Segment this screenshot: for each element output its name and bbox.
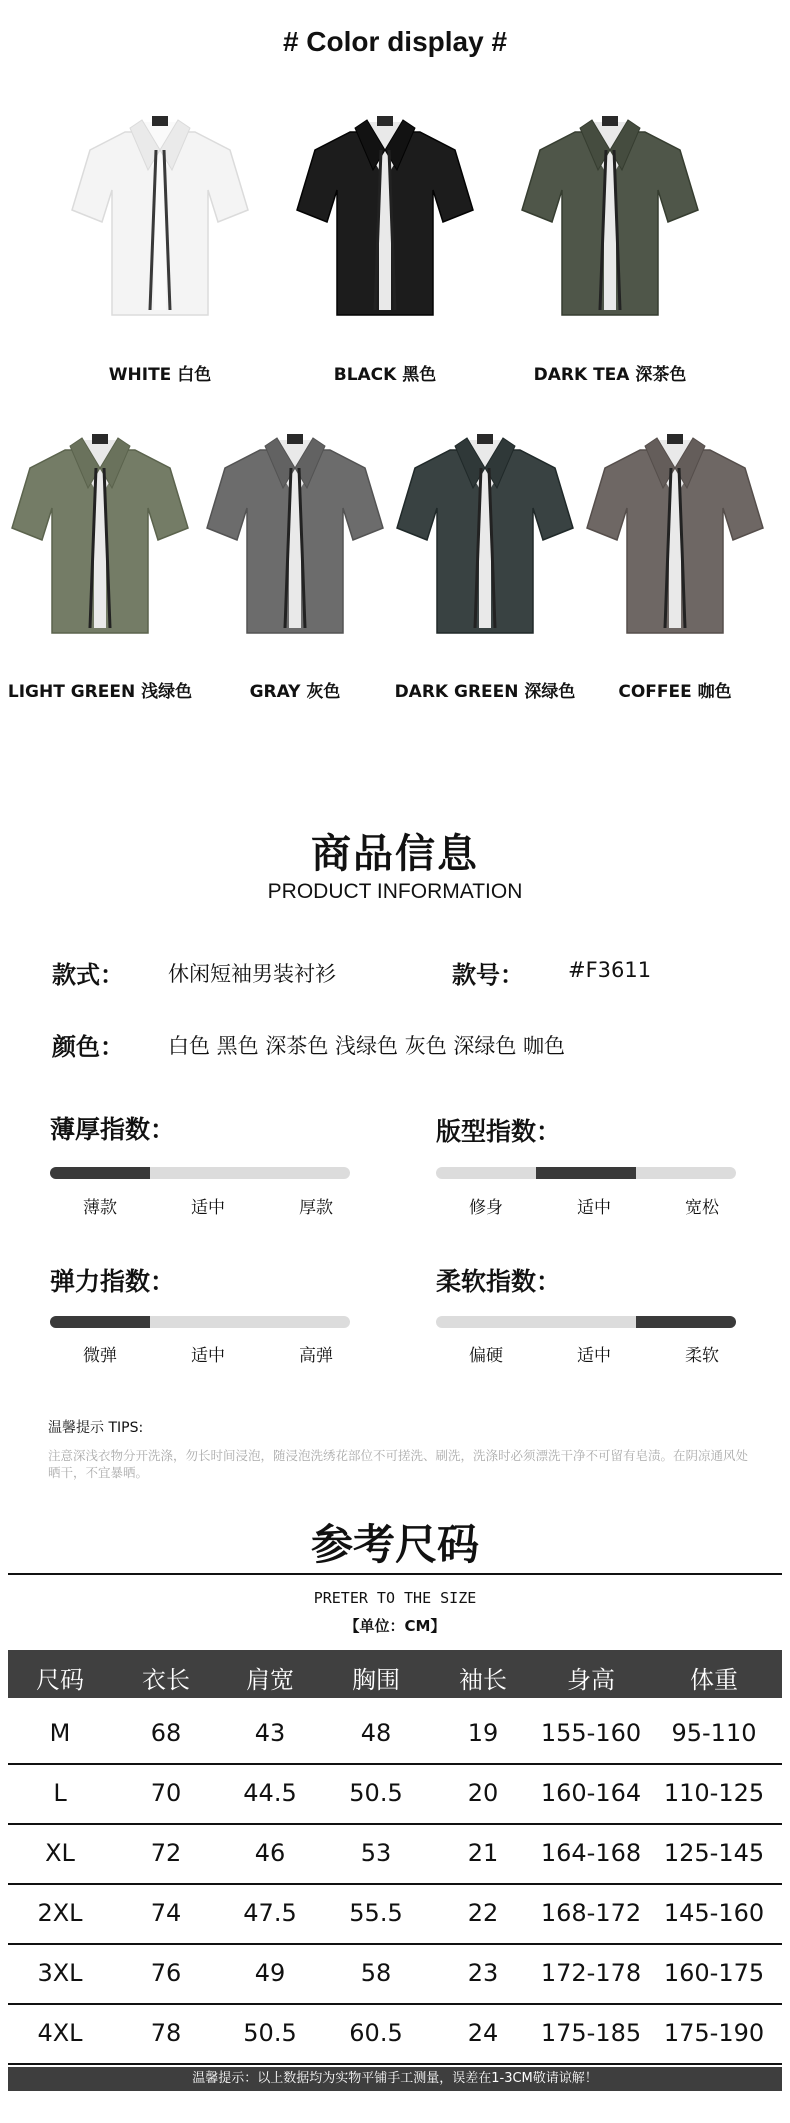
size-chart-unit: 【单位：CM】 — [344, 1617, 446, 1635]
index-bar — [436, 1167, 736, 1179]
table-cell: 155-160 — [540, 1719, 642, 1747]
color-label: DARK GREEN 深绿色 — [394, 682, 576, 702]
table-cell: 78 — [150, 2019, 182, 2047]
table-cell: 172-178 — [540, 1959, 642, 1987]
index-option-label: 微弹 — [83, 1346, 117, 1366]
color-label: DARK TEA 深茶色 — [533, 365, 687, 385]
color-value: 白色 黑色 深茶色 浅绿色 灰色 深绿色 咖色 — [168, 1034, 566, 1058]
table-cell: 168-172 — [540, 1899, 642, 1927]
table-cell: 48 — [360, 1719, 392, 1747]
table-row — [8, 1823, 782, 1885]
table-cell: 3XL — [37, 1959, 83, 1987]
table-cell: 22 — [467, 1899, 499, 1927]
index-bar-fill — [536, 1167, 636, 1179]
table-cell: 47.5 — [243, 1899, 297, 1927]
index-option-label: 适中 — [577, 1198, 611, 1218]
index-bar-fill — [50, 1167, 150, 1179]
table-cell: 43 — [254, 1719, 286, 1747]
table-cell: 58 — [360, 1959, 392, 1987]
index-bar-fill — [50, 1316, 150, 1328]
shirt-image — [520, 110, 700, 330]
shirt-image — [585, 428, 765, 648]
color-label: GRAY 灰色 — [249, 682, 341, 702]
table-cell: 145-160 — [663, 1899, 765, 1927]
index-option-label: 偏硬 — [469, 1346, 503, 1366]
size-table-header-cell: 袖长 — [459, 1666, 507, 1694]
color-label: WHITE 白色 — [108, 365, 212, 385]
index-option-label: 适中 — [191, 1198, 225, 1218]
table-cell: 20 — [467, 1779, 499, 1807]
index-option-label: 宽松 — [685, 1198, 719, 1218]
size-table-header-cell: 胸围 — [352, 1666, 400, 1694]
shirt-image — [295, 110, 475, 330]
size-chart-footer: 温馨提示：以上数据均为实物平铺手工测量，误差在1-3CM敬请谅解！ — [8, 2067, 782, 2091]
size-chart-divider — [8, 1573, 782, 1575]
size-table-header — [8, 1650, 782, 1698]
size-table-header-cell: 肩宽 — [246, 1666, 294, 1694]
size-table-header-cell: 衣长 — [142, 1666, 190, 1694]
index-option-label: 柔软 — [685, 1346, 719, 1366]
table-row — [8, 1883, 782, 1945]
table-cell: 68 — [150, 1719, 182, 1747]
size-table-header-cell: 体重 — [690, 1666, 738, 1694]
style-value: 休闲短袖男装衬衫 — [168, 962, 336, 986]
index-bar-fill — [636, 1316, 736, 1328]
table-cell: 76 — [150, 1959, 182, 1987]
size-table-header-cell: 尺码 — [36, 1666, 84, 1694]
table-cell: 4XL — [37, 2019, 83, 2047]
table-cell: 46 — [254, 1839, 286, 1867]
tips-text: 注意深浅衣物分开洗涤，勿长时间浸泡，随浸泡洗绣花部位不可搓洗、刷洗，洗涤时必须漂洗干净不可留有皂渍。在阴凉通风处晒干，不宜暴晒。 — [48, 1448, 749, 1480]
shirt-image — [395, 428, 575, 648]
color-label: LIGHT GREEN 浅绿色 — [7, 682, 193, 702]
table-cell: 160-175 — [663, 1959, 765, 1987]
table-row — [8, 1763, 782, 1825]
index-title: 柔软指数： — [436, 1267, 562, 1296]
color-label: 颜色： — [52, 1033, 124, 1061]
shirt-image — [10, 428, 190, 648]
table-cell: 2XL — [37, 1899, 83, 1927]
size-table-header-cell: 身高 — [567, 1666, 615, 1694]
index-title: 版型指数： — [436, 1117, 562, 1146]
shirt-image — [70, 110, 250, 330]
table-cell: 21 — [467, 1839, 499, 1867]
size-chart-title: 参考尺码 — [310, 1520, 479, 1569]
table-cell: 23 — [467, 1959, 499, 1987]
table-cell: 19 — [467, 1719, 499, 1747]
number-value: #F3611 — [568, 958, 652, 982]
table-cell: 50.5 — [349, 1779, 403, 1807]
index-title: 薄厚指数： — [50, 1115, 176, 1144]
table-cell: 55.5 — [349, 1899, 403, 1927]
index-option-label: 适中 — [191, 1346, 225, 1366]
index-option-label: 适中 — [577, 1346, 611, 1366]
table-cell: 160-164 — [540, 1779, 642, 1807]
index-title: 弹力指数： — [50, 1267, 176, 1296]
size-chart-subtitle: PRETER TO THE SIZE — [313, 1589, 477, 1607]
table-cell: 50.5 — [243, 2019, 297, 2047]
index-option-label: 高弹 — [299, 1346, 333, 1366]
index-option-label: 厚款 — [299, 1198, 333, 1218]
table-cell: XL — [45, 1839, 75, 1867]
table-row — [8, 2003, 782, 2065]
product-info-title: 商品信息 — [311, 831, 479, 877]
table-row — [8, 1943, 782, 2005]
index-bar — [50, 1316, 350, 1328]
color-label: COFFEE 咖色 — [618, 682, 732, 702]
number-label: 款号： — [452, 961, 524, 989]
table-cell: 74 — [150, 1899, 182, 1927]
table-cell: 53 — [360, 1839, 392, 1867]
tips-heading: 温馨提示 TIPS: — [48, 1420, 144, 1436]
table-cell: 49 — [254, 1959, 286, 1987]
index-option-label: 薄款 — [83, 1198, 117, 1218]
table-cell: L — [53, 1779, 67, 1807]
index-option-label: 修身 — [469, 1198, 503, 1218]
table-cell: 44.5 — [243, 1779, 297, 1807]
table-cell: 164-168 — [540, 1839, 642, 1867]
table-cell: 95-110 — [671, 1719, 757, 1747]
table-row — [8, 1703, 782, 1765]
style-label: 款式： — [52, 961, 124, 989]
table-cell: M — [49, 1719, 71, 1747]
table-cell: 24 — [467, 2019, 499, 2047]
color-label: BLACK 黑色 — [333, 365, 437, 385]
product-info-subtitle: PRODUCT INFORMATION — [267, 880, 523, 903]
index-bar — [436, 1316, 736, 1328]
table-cell: 72 — [150, 1839, 182, 1867]
index-bar — [50, 1167, 350, 1179]
table-cell: 125-145 — [663, 1839, 765, 1867]
shirt-image — [205, 428, 385, 648]
table-cell: 175-185 — [540, 2019, 642, 2047]
table-cell: 110-125 — [663, 1779, 765, 1807]
table-cell: 70 — [150, 1779, 182, 1807]
table-cell: 175-190 — [663, 2019, 765, 2047]
color-display-title: # Color display # — [282, 26, 508, 57]
table-cell: 60.5 — [349, 2019, 403, 2047]
